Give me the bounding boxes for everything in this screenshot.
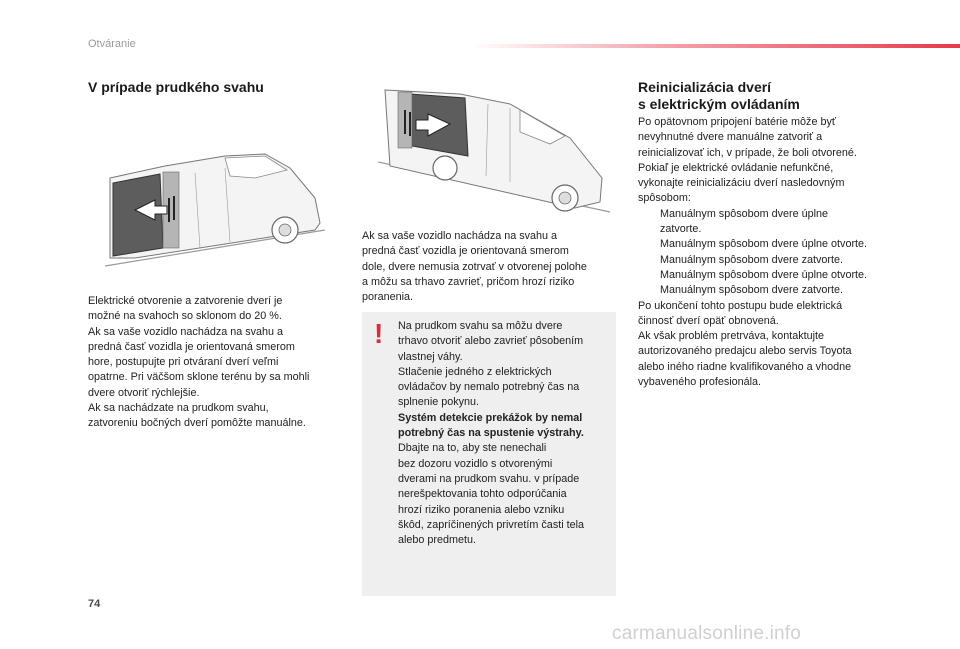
list-item [638, 268, 867, 283]
reinit-text [638, 115, 867, 390]
text-line: predná časť vozidla je orientovaná smerom [362, 245, 569, 258]
text-line: trhavo otvoriť alebo zavrieť pôsobením [398, 335, 584, 348]
text-line: alebo predmetu. [398, 534, 477, 547]
text-line: a môžu sa trhavo zavrieť, pričom hrozí riziko [362, 275, 575, 288]
text-line: zatvoreniu bočných dverí pomôžte manuálne. [88, 417, 306, 430]
reinit-title-line: Reinicializácia dverí [638, 79, 772, 95]
text-line: Pokiaľ je elektrické ovládanie nefunkčné, [638, 161, 834, 174]
text-line: Na prudkom svahu sa môžu dvere [398, 320, 563, 332]
text-line: Po ukončení tohto postupu bude elektrická [638, 299, 843, 312]
bold-warning-line: Systém detekcie prekážok by nemal [398, 411, 583, 424]
text-line: Po opätovnom pripojení batérie môže byť [638, 116, 836, 128]
text-line: dole, dvere nemusia zotrvať v otvorenej polohe [362, 260, 587, 273]
text-line: Stlačenie jedného z elektrických [398, 365, 552, 378]
step-text: Manuálnym spôsobom dvere zatvorte. [660, 253, 844, 266]
text-line: Ak sa nachádzate na prudkom svahu, [88, 402, 269, 415]
steep-slope-title: V prípade prudkého svahu [88, 79, 264, 95]
text-line: poranenia. [362, 291, 414, 304]
text-line: dverami na prudkom svahu. v prípade [398, 472, 580, 485]
reinit-title-line: s elektrickým ovládaním [638, 96, 800, 112]
text-line: alebo iného riadne kvalifikovaného a vhodne [638, 360, 852, 373]
van-downhill-illustration [370, 80, 615, 220]
text-line: škôd, zapríčinených privretím časti tela [398, 518, 585, 531]
text-line: bez dozoru vozidlo s otvorenými [398, 457, 553, 470]
bold-warning-line: potrebný čas na spustenie výstrahy. [398, 427, 584, 440]
text-line: Ak sa vaše vozidlo nachádza na svahu a [88, 325, 284, 338]
text-line: Ak však problém pretrváva, kontaktujte [638, 330, 825, 343]
section-label: Otváranie [88, 38, 136, 50]
list-item [638, 253, 867, 268]
text-line: autorizovaného predajcu alebo servis Toyota [638, 345, 852, 358]
text-line: Elektrické otvorenie a zatvorenie dverí je [88, 295, 283, 307]
warning-box [362, 312, 616, 596]
page-number: 74 [88, 598, 101, 610]
warning-icon: ! [374, 318, 384, 349]
text-line: ovládačov by nemalo potrebný čas na [398, 381, 580, 394]
warning-text [398, 319, 584, 548]
text-line: predná časť vozidla je orientovaná smerom [88, 340, 295, 353]
step-text: zatvorte. [660, 223, 702, 236]
step-text: Manuálnym spôsobom dvere zatvorte. [660, 284, 844, 297]
step-text: Manuálnym spôsobom dvere úplne otvorte. [660, 238, 868, 251]
text-line: spôsobom: [638, 192, 691, 205]
list-item [638, 283, 867, 298]
text-line: hrozí riziko poranenia alebo vzniku [398, 503, 565, 516]
header-accent-bar [470, 44, 960, 48]
text-line: reinicializovať ich, v prípade, že boli otvorené. [638, 146, 857, 159]
van-uphill-illustration [105, 138, 330, 273]
step-text: Manuálnym spôsobom dvere úplne [660, 207, 829, 220]
text-line: hore, postupujte pri otváraní dverí veľmi [88, 356, 279, 369]
list-item [638, 237, 867, 252]
text-line: Ak sa vaše vozidlo nachádza na svahu a [362, 230, 558, 242]
steep-slope-text [88, 294, 309, 432]
text-line: splnenie pokynu. [398, 396, 480, 409]
step-text: Manuálnym spôsobom dvere úplne otvorte. [660, 268, 868, 281]
text-line: vlastnej váhy. [398, 350, 463, 363]
reinit-title [638, 79, 800, 113]
downhill-text [362, 229, 587, 305]
text-line: nerešpektovania tohto odporúčania [398, 488, 567, 501]
text-line: opatrne. Pri väčšom sklone terénu by sa mohli [88, 371, 310, 384]
list-item [638, 207, 867, 222]
watermark: carmanualsonline.info [612, 623, 802, 644]
text-line: vykonajte reinicializáciu dverí nasledovným [638, 177, 845, 190]
text-line: nevyhnutné dvere manuálne zatvoriť a [638, 131, 823, 144]
text-line: Dbajte na to, aby ste nenechali [398, 442, 547, 455]
text-line: činnosť dverí opäť obnovená. [638, 314, 779, 327]
text-line: dvere otvoriť rýchlejšie. [88, 386, 200, 399]
text-line: vybaveného profesionála. [638, 376, 762, 389]
text-line: možné na svahoch so sklonom do 20 %. [88, 310, 282, 323]
